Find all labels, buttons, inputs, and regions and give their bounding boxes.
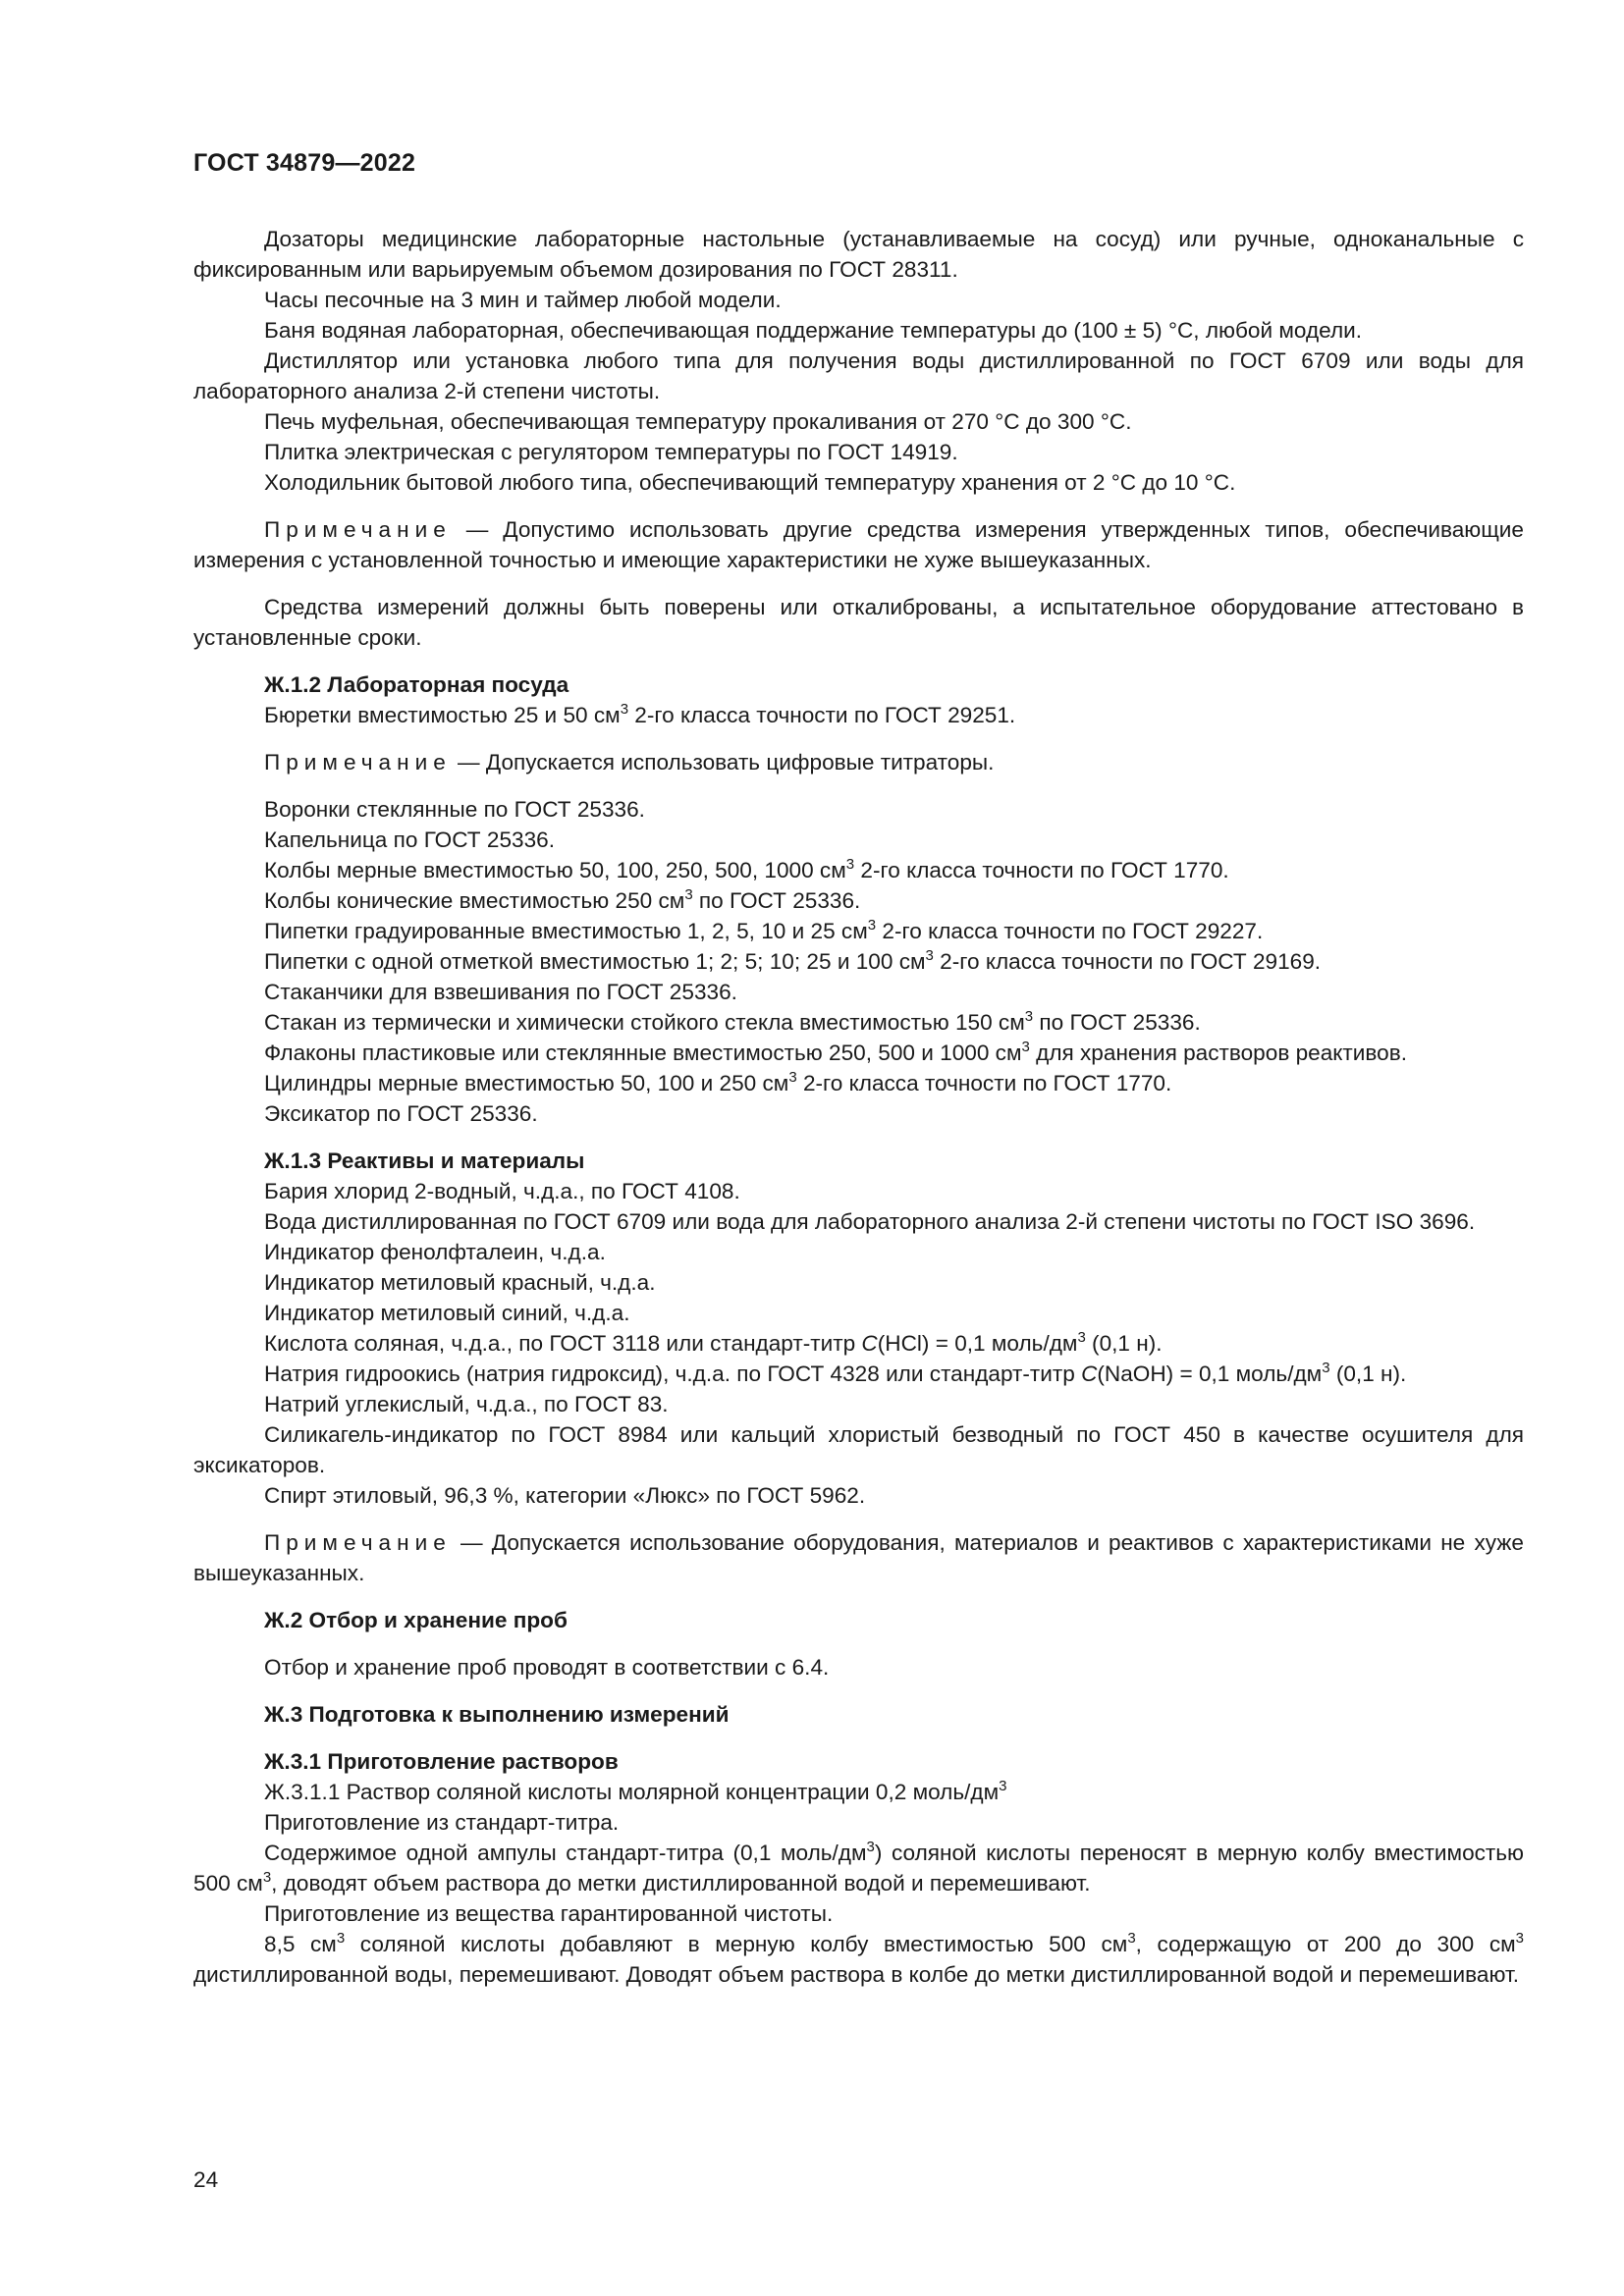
note-text: — Допускается использовать цифровые титраторы.: [451, 750, 995, 774]
paragraph: Воронки стеклянные по ГОСТ 25336.: [264, 797, 645, 822]
paragraph: Стакан из термически и химически стойкого стекла вместимостью 150 $см^3$ по ГОСТ 25336.: [264, 1008, 1201, 1035]
paragraph: Колбы мерные вместимостью 50, 100, 250, 500, 1000 $см^3$ 2-го класса точности по ГОСТ 1770.: [264, 856, 1229, 882]
note: [193, 747, 1524, 777]
section-heading: Ж.1.2 Лабораторная посуда: [264, 672, 569, 697]
paragraph: Часы песочные на 3 мин и таймер любой модели.: [264, 288, 782, 312]
note-label: Примечание: [264, 517, 452, 542]
paragraph: Кислота соляная, ч.д.а., по ГОСТ 3118 или стандарт-титр C(HCl) = 0,1 моль/$дм^3$ (0,1 н).: [264, 1329, 1163, 1356]
paragraph: Колбы конические вместимостью 250 $см^3$ по ГОСТ 25336.: [264, 886, 861, 913]
note: [193, 514, 1524, 575]
page-number: 24: [193, 2167, 219, 2192]
paragraph: Отбор и хранение проб проводят в соответствии с 6.4.: [264, 1655, 830, 1680]
paragraph: Пипетки с одной отметкой вместимостью 1; 2; 5; 10; 25 и 100 $см^3$ 2-го класса точности по ГОСТ 29169.: [264, 947, 1322, 974]
paragraph: Капельница по ГОСТ 25336.: [264, 828, 555, 852]
paragraph: Содержимое одной ампулы стандарт-титра (0,1 моль/$дм^3$) соляной кислоты переносят в мерную колбу вместимостью 500 $см^3$, доводят объем раствора до метки дистиллированной водой и перемешивают.: [193, 1839, 1524, 1896]
note-text: — Допускается использование оборудования, материалов и реактивов с характеристиками не хуже вышеуказанных.: [193, 1530, 1524, 1585]
paragraph: Индикатор метиловый синий, ч.д.а.: [264, 1301, 630, 1325]
note-label: Примечание: [264, 1530, 452, 1555]
paragraph: Плитка электрическая с регулятором температуры по ГОСТ 14919.: [264, 440, 958, 464]
subsection-heading: Ж.3.1 Приготовление растворов: [264, 1749, 619, 1774]
section-heading: Ж.3 Подготовка к выполнению измерений: [264, 1702, 730, 1727]
paragraph: Флаконы пластиковые или стеклянные вместимостью 250, 500 и 1000 $см^3$ для хранения растворов реактивов.: [264, 1039, 1407, 1065]
page-title: ГОСТ 34879—2022: [193, 149, 416, 177]
paragraph: Стаканчики для взвешивания по ГОСТ 25336.: [264, 980, 737, 1004]
paragraph: Индикатор метиловый красный, ч.д.а.: [264, 1270, 656, 1295]
section-heading: Ж.1.3 Реактивы и материалы: [264, 1148, 585, 1173]
note: [193, 1527, 1524, 1588]
paragraph: Бюретки вместимостью 25 и 50 $см^3$ 2-го класса точности по ГОСТ 29251.: [264, 701, 1016, 727]
paragraph: Эксикатор по ГОСТ 25336.: [264, 1101, 538, 1126]
paragraph: Бария хлорид 2-водный, ч.д.а., по ГОСТ 4108.: [264, 1179, 740, 1203]
paragraph: Печь муфельная, обеспечивающая температуру прокаливания от 270 °С до 300 °С.: [264, 409, 1132, 434]
paragraph: Спирт этиловый, 96,3 %, категории «Люкс» по ГОСТ 5962.: [264, 1483, 866, 1508]
note-text: — Допустимо использовать другие средства измерения утвержденных типов, обеспечивающие измерения с установленной точностью и имеющие характеристики не хуже вышеуказанных.: [193, 517, 1524, 572]
section-heading: Ж.2 Отбор и хранение проб: [264, 1608, 568, 1632]
paragraph: Индикатор фенолфталеин, ч.д.а.: [264, 1240, 606, 1264]
paragraph: 8,5 $см^3$ соляной кислоты добавляют в мерную колбу вместимостью 500 $см^3$, содержащую от 200 до 300 $см^3$ дистиллированной воды, перемешивают. Доводят объем раствора в колбе до метки дистиллированной водой и перемешивают.: [193, 1930, 1524, 1987]
paragraph: Приготовление из вещества гарантированной чистоты.: [264, 1901, 834, 1926]
paragraph: Натрия гидроокись (натрия гидроксид), ч.д.а. по ГОСТ 4328 или стандарт-титр C(NaOH) = 0,1 моль/$дм^3$ (0,1 н).: [264, 1360, 1407, 1386]
note-label: Примечание: [264, 750, 452, 774]
document-body: [193, 224, 1524, 1990]
paragraph: Ж.3.1.1 Раствор соляной кислоты молярной концентрации 0,2 моль/$дм^3$: [264, 1778, 1007, 1804]
paragraph: Цилиндры мерные вместимостью 50, 100 и 250 $см^3$ 2-го класса точности по ГОСТ 1770.: [264, 1069, 1172, 1095]
paragraph: Приготовление из стандарт-титра.: [264, 1810, 620, 1835]
paragraph: Дозаторы медицинские лабораторные настольные (устанавливаемые на сосуд) или ручные, одноканальные с фиксированным или варьируемым объемом дозирования по ГОСТ 28311.: [193, 227, 1524, 282]
paragraph: Пипетки градуированные вместимостью 1, 2, 5, 10 и 25 $см^3$ 2-го класса точности по ГОСТ 29227.: [264, 917, 1264, 943]
paragraph: Дистиллятор или установка любого типа для получения воды дистиллированной по ГОСТ 6709 или воды для лабораторного анализа 2-й степени чистоты.: [193, 348, 1524, 403]
paragraph: Силикагель-индикатор по ГОСТ 8984 или кальций хлористый безводный по ГОСТ 450 в качестве осушителя для эксикаторов.: [193, 1422, 1524, 1477]
paragraph: Холодильник бытовой любого типа, обеспечивающий температуру хранения от 2 °С до 10 °С.: [264, 470, 1236, 495]
paragraph: Вода дистиллированная по ГОСТ 6709 или вода для лабораторного анализа 2-й степени чистоты по ГОСТ ISO 3696.: [264, 1209, 1476, 1234]
paragraph: Натрий углекислый, ч.д.а., по ГОСТ 83.: [264, 1392, 669, 1416]
paragraph: Баня водяная лабораторная, обеспечивающая поддержание температуры до (100 ± 5) °С, любой модели.: [264, 318, 1363, 343]
paragraph: Средства измерений должны быть поверены или откалиброваны, а испытательное оборудование аттестовано в установленные сроки.: [193, 595, 1524, 650]
